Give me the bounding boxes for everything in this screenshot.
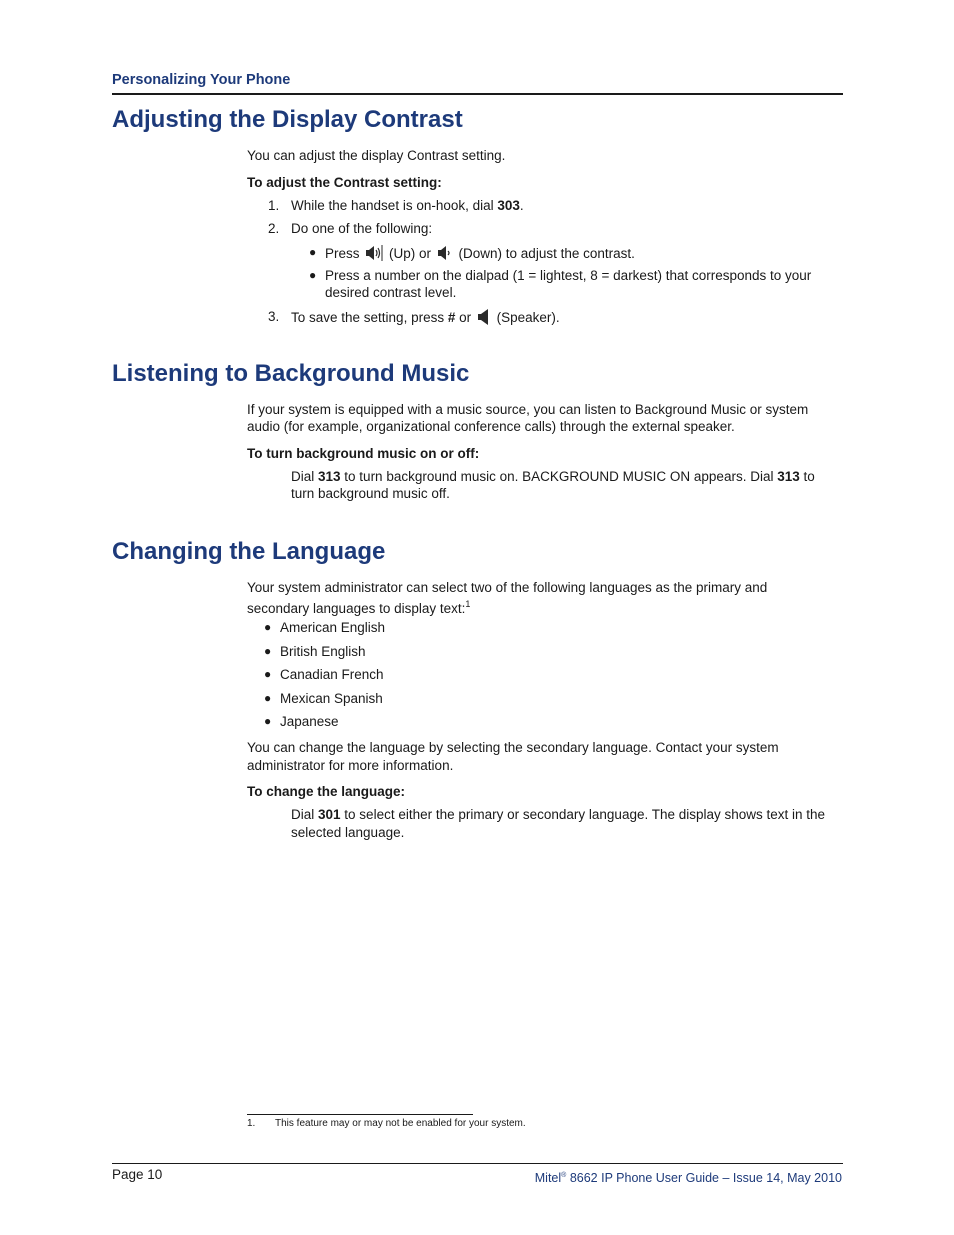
footnote-ref: 1 <box>465 599 471 609</box>
contrast-bullet-1: Press (Up) or (Down) to adjust the contrast. <box>325 246 635 261</box>
contrast-bullet-2-line-1: Press a number on the dialpad (1 = lightest, 8 = darkest) that corresponds to your <box>325 268 812 283</box>
step-1-number: 1. <box>268 198 280 213</box>
language-list-item: Mexican Spanish <box>280 691 383 706</box>
step-1: While the handset is on-hook, dial 303. <box>291 198 524 213</box>
language-instruction-line-1: Dial 301 to select either the primary or secondary language. The display shows text in the <box>291 807 826 822</box>
footnote-rule <box>247 1114 473 1115</box>
contrast-procedure-title: To adjust the Contrast setting: <box>247 175 442 190</box>
music-intro-line-2: audio (for example, organizational conference calls) through the external speaker. <box>247 419 735 434</box>
language-intro-line-1: Your system administrator can select two of the following languages as the primary and <box>247 580 768 595</box>
step-3-number: 3. <box>268 309 280 324</box>
music-heading: Listening to Background Music <box>112 360 470 387</box>
volume-up-icon <box>365 244 383 262</box>
footnote-number: 1. <box>247 1118 256 1129</box>
music-instruction-line-1: Dial 313 to turn background music on. BACKGROUND MUSIC ON appears. Dial 313 to <box>291 469 815 484</box>
language-intro-line-2: secondary languages to display text:$^1$ <box>247 599 471 616</box>
dial-code-313: 313 <box>777 469 800 484</box>
music-instruction-line-2: turn background music off. <box>291 486 450 501</box>
header-rule <box>112 93 843 95</box>
bullet: ● <box>264 667 272 681</box>
contrast-intro: You can adjust the display Contrast setting. <box>247 148 506 163</box>
bullet: ● <box>309 245 317 259</box>
bullet: ● <box>264 644 272 658</box>
dial-code-301: 301 <box>318 807 341 822</box>
language-change-line-1: You can change the language by selecting the secondary language. Contact your system <box>247 740 779 755</box>
step-3: To save the setting, press # or (Speaker). <box>291 310 560 325</box>
language-list-item: British English <box>280 644 366 659</box>
dial-code-313: 313 <box>318 469 341 484</box>
language-list-item: American English <box>280 620 386 635</box>
footer-rule <box>112 1163 843 1164</box>
step-2-number: 2. <box>268 221 280 236</box>
bullet: ● <box>264 620 272 634</box>
music-procedure-title: To turn background music on or off: <box>247 446 480 461</box>
contrast-heading: Adjusting the Display Contrast <box>112 106 463 133</box>
footnote-text: This feature may or may not be enabled for your system. <box>275 1118 526 1129</box>
language-procedure-title: To change the language: <box>247 784 406 799</box>
language-change-line-2: administrator for more information. <box>247 758 454 773</box>
volume-down-icon <box>437 244 453 262</box>
music-intro-line-1: If your system is equipped with a music source, you can listen to Background Music or system <box>247 402 809 417</box>
language-list-item: Japanese <box>280 714 339 729</box>
speaker-icon <box>477 308 491 326</box>
language-heading: Changing the Language <box>112 538 386 565</box>
language-list-item: Canadian French <box>280 667 384 682</box>
bullet: ● <box>264 691 272 705</box>
pound-key: # <box>447 310 456 325</box>
document-title: Mitel® 8662 IP Phone User Guide – Issue 14, May 2010 <box>534 1171 842 1185</box>
contrast-bullet-2-line-2: desired contrast level. <box>325 285 457 300</box>
bullet: ● <box>309 268 317 282</box>
section-header: Personalizing Your Phone <box>112 72 291 88</box>
bullet: ● <box>264 714 272 728</box>
page-number: Page 10 <box>112 1167 163 1182</box>
dial-code-303: 303 <box>497 198 520 213</box>
language-instruction-line-2: selected language. <box>291 825 405 840</box>
step-2: Do one of the following: <box>291 221 433 236</box>
